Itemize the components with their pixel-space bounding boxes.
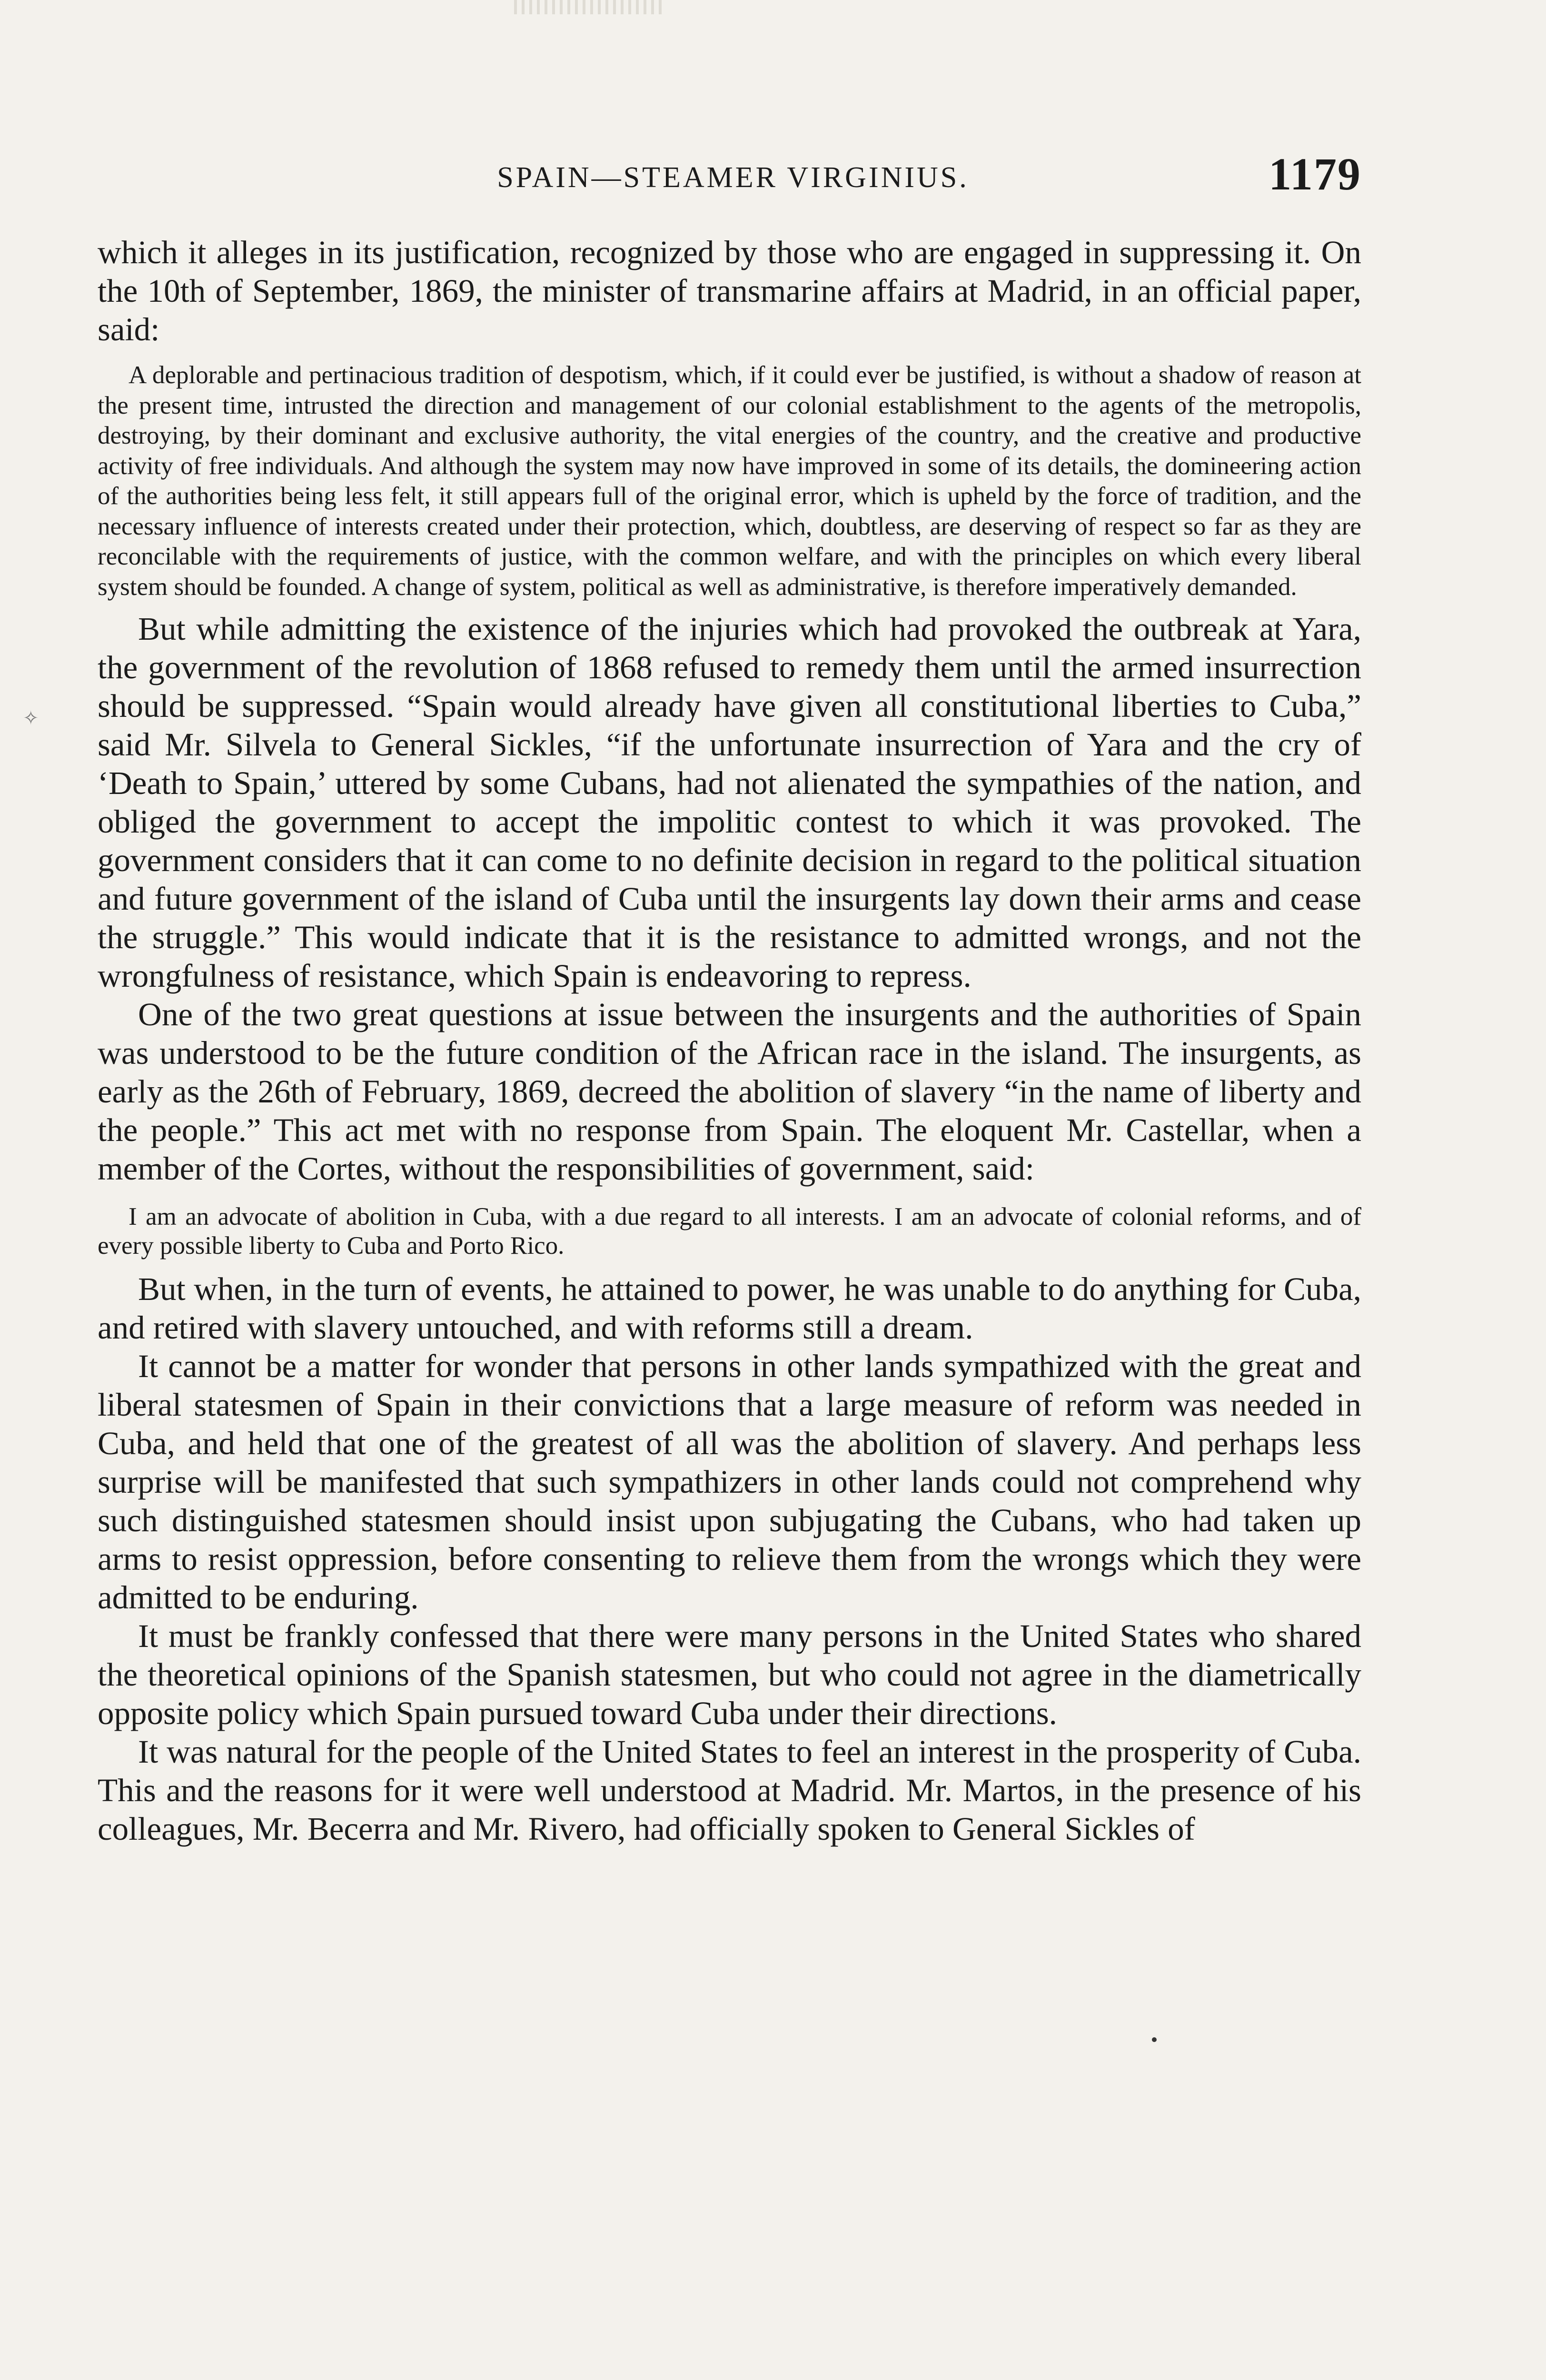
paragraph-continuation: which it alleges in its justification, recognized by those who are engaged in suppressing it. On the 10th of September, 1869, the minister of transmarine affairs at Madrid, in an official paper, said: <box>98 234 1361 347</box>
paragraph-prosperity-of-cuba: It was natural for the people of the United States to feel an interest in the prosperity of Cuba. This and the reasons for it were well understood at Madrid. Mr. Martos, in the presence of his colleagues, Mr. Becerra and Mr. Rivero, had officially spoken to General Sickles of <box>98 1734 1361 1847</box>
running-title: SPAIN—STEAMER VIRGINIUS. <box>497 161 969 194</box>
stray-ink-dot <box>1152 2037 1157 2042</box>
paragraph-yara: But while admitting the existence of the injuries which had provoked the outbreak at Yara, the government of the revolution of 1868 refused to remedy them until the armed insurrection should be suppressed. “Spain would already have given all constitutional liberties to Cuba,” said Mr. Silvela to General Sickles, “if the unfortunate insurrection of Yara and the cry of ‘Death to Spain,’ uttered by some Cubans, had not alienated the sympathies of the nation, and obliged the government to accept the impolitic contest to which it was provoked. The government considers that it can come to no definite decision in regard to the political situation and future government of the island of Cuba until the insurgents lay down their arms and cease the struggle.” This would indicate that it is the resistance to admitted wrongs, and not the wrongfulness of resistance, which Spain is endeavoring to repress. <box>98 611 1361 994</box>
paragraph-african-race: One of the two great questions at issue between the insurgents and the authorities of Spain was understood to be the future condition of the African race in the island. The insurgents, as early as the 26th of February, 1869, decreed the abolition of slavery “in the name of liberty and the people.” This act met with no response from Spain. The eloquent Mr. Castellar, when a member of the Cortes, without the responsibilities of government, said: <box>98 996 1361 1187</box>
body-text <box>98 233 1361 1848</box>
paragraph-sympathizers: It cannot be a matter for wonder that persons in other lands sympathized with the great and liberal statesmen of Spain in their convictions that a large measure of reform was needed in Cuba, and held that one of the greatest of all was the abolition of slavery. And perhaps less surprise will be manifested that such sympathizers in other lands could not comprehend why such distinguished statesmen should insist upon subjugating the Cubans, who had taken up arms to resist oppression, before consenting to relieve them from the wrongs which they were admitted to be enduring. <box>98 1348 1361 1616</box>
paragraph-castellar-power: But when, in the turn of events, he attained to power, he was unable to do anything for Cuba, and retired with slavery untouched, and with reforms still a dream. <box>98 1271 1361 1346</box>
running-head <box>95 148 1371 200</box>
paragraph-united-states-opinions: It must be frankly confessed that there were many persons in the United States who shared the theoretical opinions of the Spanish statesmen, but who could not agree in the diametrically opposite policy which Spain pursued toward Cuba under their directions. <box>98 1618 1361 1731</box>
margin-mark: ✧ <box>23 707 39 729</box>
quoted-extract-minister: A deplorable and pertinacious tradition of despotism, which, if it could ever be justified, is without a shadow of reason at the present time, intrusted the direction and management of our colonial establishment to the agents of the metropolis, destroying, by their dominant and exclusive authority, the vital energies of the country, and the creative and productive activity of free individuals. And although the system may now have improved in some of its details, the domineering action of the authorities being less felt, it still appears full of the original error, which is upheld by the force of tradition, and the necessary influence of interests created under their protection, which, doubtless, are deserving of respect so far as they are reconcilable with the requirements of justice, with the common welfare, and with the principles on which every liberal system should be founded. A change of system, political as well as administrative, is therefore imperatively demanded. <box>98 361 1361 601</box>
quoted-extract-castellar: I am an advocate of abolition in Cuba, with a due regard to all interests. I am an advocate of colonial reforms, and of every possible liberty to Cuba and Porto Rico. <box>98 1203 1361 1259</box>
scan-smudge <box>514 0 666 14</box>
page-number: 1179 <box>1269 149 1361 199</box>
